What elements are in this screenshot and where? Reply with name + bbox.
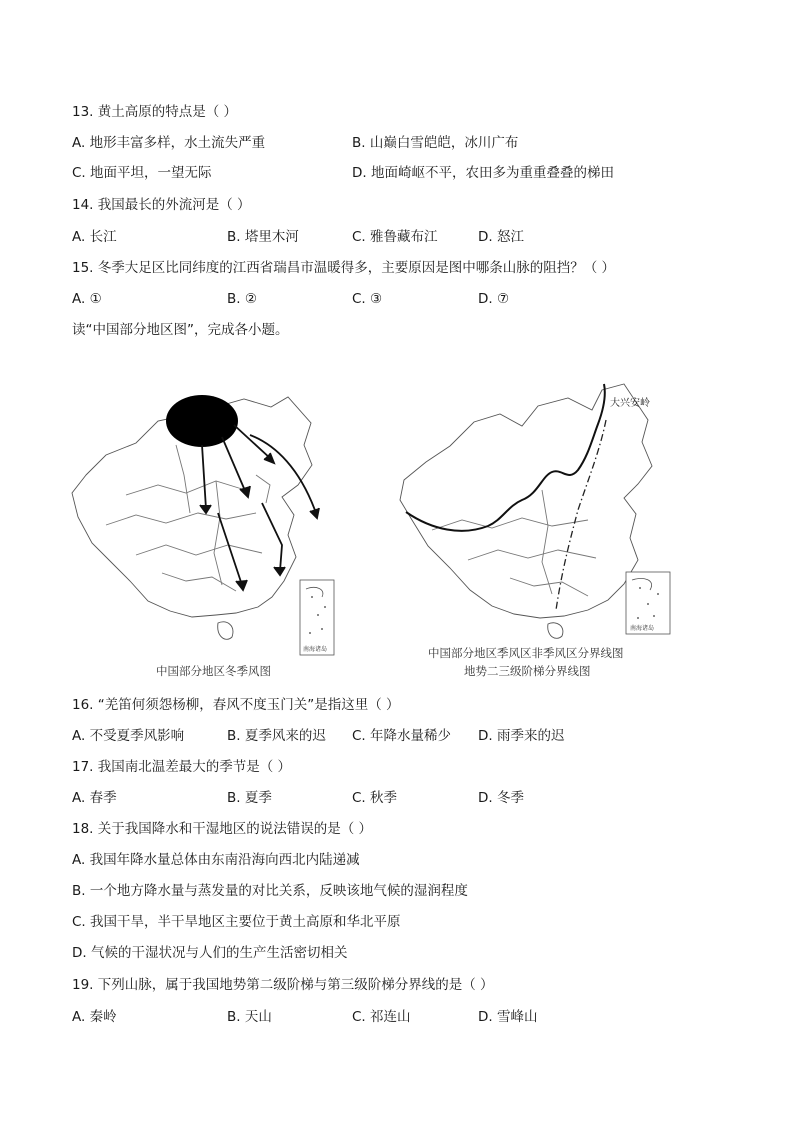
inset-label-left: 南海诸岛 <box>303 646 328 653</box>
q18-option-b: B. 一个地方降水量与蒸发量的对比关系，反映该地气候的湿润程度 <box>72 883 468 899</box>
q17-option-a: A. 春季 <box>72 790 117 806</box>
right-map-caption-1: 中国部分地区季风区非季风区分界线图 <box>428 646 624 660</box>
q13-option-b: B. 山巅白雪皑皑，冰川广布 <box>352 135 519 151</box>
terrain-step-boundary <box>556 420 606 610</box>
monsoon-boundary-line <box>406 384 605 531</box>
q19-stem: 19. 下列山脉，属于我国地势第二级阶梯与第三级阶梯分界线的是（ ） <box>72 977 494 993</box>
q18-option-c: C. 我国干旱，半干旱地区主要位于黄土高原和华北平原 <box>72 914 401 930</box>
q13-option-c: C. 地面平坦，一望无际 <box>72 165 212 181</box>
q14-option-d: D. 怒江 <box>478 229 524 245</box>
q13-stem: 13. 黄土高原的特点是（ ） <box>72 104 238 120</box>
q13-option-a: A. 地形丰富多样，水土流失严重 <box>72 135 266 151</box>
q13-option-d: D. 地面崎岖不平，农田多为重重叠叠的梯田 <box>352 165 614 181</box>
south-china-sea-inset-left <box>300 580 334 655</box>
q16-option-b: B. 夏季风来的迟 <box>227 728 326 744</box>
q15-stem: 15. 冬季大足区比同纬度的江西省瑞昌市温暖得多，主要原因是图中哪条山脉的阻挡？（ ） <box>72 260 616 276</box>
q14-option-c: C. 雅鲁藏布江 <box>352 229 438 245</box>
q15-option-d: D. ⑦ <box>478 291 510 307</box>
q17-stem: 17. 我国南北温差最大的季节是（ ） <box>72 759 292 775</box>
q18-option-d: D. 气候的干湿状况与人们的生产生活密切相关 <box>72 945 348 961</box>
monsoon-boundary-map <box>392 380 678 642</box>
q15-option-c: C. ③ <box>352 291 383 307</box>
q19-option-b: B. 天山 <box>227 1009 272 1025</box>
q18-stem: 18. 关于我国降水和干湿地区的说法错误的是（ ） <box>72 821 373 837</box>
q15-option-a: A. ① <box>72 291 102 307</box>
q17-option-c: C. 秋季 <box>352 790 398 806</box>
q16-option-a: A. 不受夏季风影响 <box>72 728 185 744</box>
q19-option-d: D. 雪峰山 <box>478 1009 538 1025</box>
right-map-label: 大兴安岭 <box>610 398 650 409</box>
q17-option-b: B. 夏季 <box>227 790 272 806</box>
q17-option-d: D. 冬季 <box>478 790 524 806</box>
left-map-caption: 中国部分地区冬季风图 <box>156 664 271 678</box>
q14-stem: 14. 我国最长的外流河是（ ） <box>72 197 251 213</box>
q15-option-b: B. ② <box>227 291 257 307</box>
winter-monsoon-map <box>66 385 342 665</box>
q16-option-c: C. 年降水量稀少 <box>352 728 452 744</box>
svg-text:大兴安岭 <box>610 396 650 409</box>
q19-option-c: C. 祁连山 <box>352 1009 411 1025</box>
inset-label-right: 南海诸岛 <box>630 625 655 632</box>
q14-option-b: B. 塔里木河 <box>227 229 299 245</box>
siberian-high <box>166 395 238 447</box>
maps-intro: 读“中国部分地区图”，完成各小题。 <box>72 322 289 338</box>
q16-option-d: D. 雨季来的迟 <box>478 728 565 744</box>
q16-stem: 16. “羌笛何须怨杨柳，春风不度玉门关”是指这里（ ） <box>72 697 400 713</box>
q19-option-a: A. 秦岭 <box>72 1009 117 1025</box>
q14-option-a: A. 长江 <box>72 229 117 245</box>
q18-option-a: A. 我国年降水量总体由东南沿海向西北内陆递减 <box>72 852 360 868</box>
right-map-caption-2: 地势二三级阶梯分界线图 <box>464 664 591 678</box>
